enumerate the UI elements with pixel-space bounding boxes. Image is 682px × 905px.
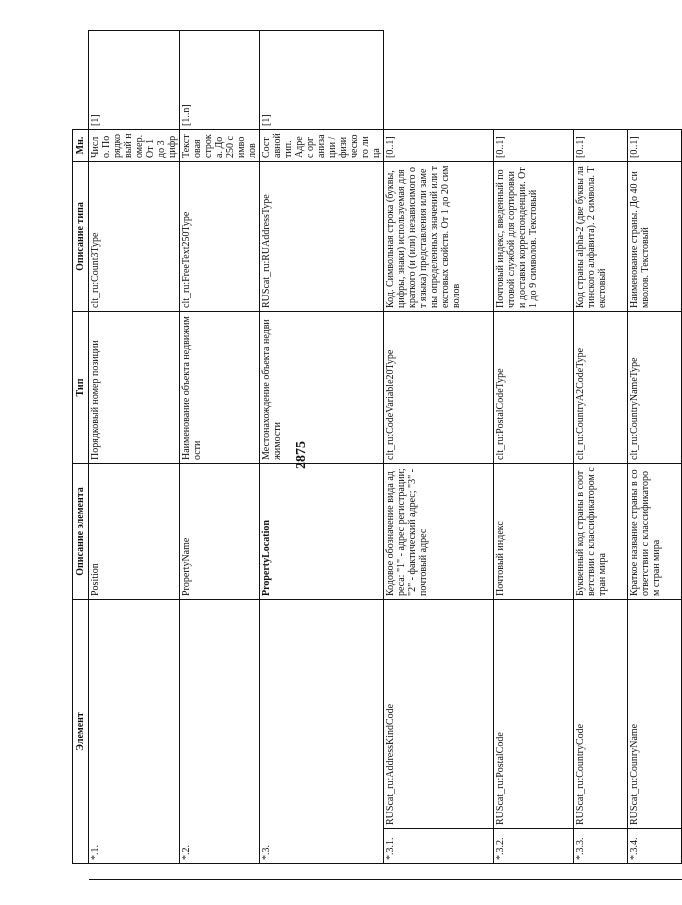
table-row: [180, 31, 260, 880]
row-type: clt_ru:PostalCodeType: [494, 312, 574, 464]
row-type-description: Код страны alpha-2 (две буквы латинского алфавита). 2 символа. Текстовый: [574, 162, 628, 312]
table-row: [494, 31, 574, 880]
page-number: 2875: [294, 441, 309, 469]
sub-element-cell: [494, 600, 574, 864]
sub-element-cell: [574, 600, 628, 864]
sub-element-cell: [628, 600, 682, 864]
table-row: [574, 31, 628, 880]
header-element: Элемент: [73, 600, 89, 864]
rotated-table-container: [72, 30, 662, 880]
row-number: *.2.: [180, 600, 260, 864]
header-element-description: Описание элемента: [73, 464, 89, 600]
row-type: clt_ru:Count3Type: [89, 162, 180, 312]
row-multiplicity: [0..1]: [628, 130, 682, 162]
row-element-description: Почтовый индекс: [494, 464, 574, 600]
row-margin: [628, 864, 682, 880]
row-type: RUScat_ru:RUAddressType: [260, 162, 384, 312]
row-type-description: Код. Символьная строка (буквы, цифры, знаки) используемая для краткого (и (или) независимого от языка) представления или замены определенных значений или текстовых свойств. От 1 до 20 символов: [384, 162, 494, 312]
row-number: *.3.3.: [574, 828, 627, 863]
row-element: RUScat_ru:CountryCode: [575, 723, 586, 825]
row-number: *.1.: [89, 600, 180, 864]
header-row: [73, 31, 89, 880]
header-type: Тип: [73, 312, 89, 464]
row-type: clt_ru:CodeVariable20Type: [384, 312, 494, 464]
table-row: [260, 31, 384, 880]
row-type-description: Число. Порядковый номер. От 1 до 3 цифр: [89, 130, 180, 162]
element-table: [72, 30, 682, 880]
row-element-description: Местонахождение объекта недвижимости: [260, 312, 384, 464]
header-multiplicity: Мн.: [73, 130, 89, 162]
row-element-description: Порядковый номер позиции: [89, 312, 180, 464]
row-element: Position: [89, 464, 180, 600]
table-body: [89, 31, 682, 880]
row-element: PropertyLocation: [260, 464, 384, 600]
row-type-description: Почтовый индекс, введенный почтовой службой для сортировки и доставки корреспонденции. От 1 до 9 символов. Текстовый: [494, 162, 574, 312]
row-number: *.3.1.: [384, 828, 493, 863]
row-margin: [180, 864, 260, 880]
table-row: [628, 31, 682, 880]
row-margin: [574, 864, 628, 880]
row-element-description: Кодовое обозначение вида адреса: "1" - адрес регистрации; "2" - фактический адрес; "3" - почтовый адрес: [384, 464, 494, 600]
row-type-description: Наименование страны. До 40 символов. Текстовый: [628, 162, 682, 312]
row-margin: [384, 864, 494, 880]
row-type-description: Составной тип. Адрес организации / физического лица: [260, 130, 384, 162]
row-type: clt_ru:CountryNameType: [628, 312, 682, 464]
row-multiplicity: [0..1]: [574, 130, 628, 162]
sub-element-cell: [384, 600, 494, 864]
row-type-description: Текстовая строка. До 250 символов: [180, 130, 260, 162]
row-multiplicity: [1]: [89, 31, 180, 130]
header-type-description: Описание типа: [73, 162, 89, 312]
row-type: clt_ru:CountryA2CodeType: [574, 312, 628, 464]
row-margin: [89, 864, 180, 880]
row-number: *.3.4.: [628, 828, 681, 863]
row-element: PropertyName: [180, 464, 260, 600]
row-multiplicity: [1..n]: [180, 31, 260, 130]
row-element: RUScat_ru:CounryName: [629, 723, 640, 825]
table-row: [89, 31, 180, 880]
row-multiplicity: [0..1]: [494, 130, 574, 162]
row-type: clt_ru:FreeText250Type: [180, 162, 260, 312]
row-multiplicity: [0..1]: [384, 130, 494, 162]
row-element-description: Буквенный код страны в соответствии с классификатором стран мира: [574, 464, 628, 600]
row-multiplicity: [1]: [260, 31, 384, 130]
row-element-description: Наименование объекта недвижимости: [180, 312, 260, 464]
row-number: *.3.: [260, 600, 384, 864]
row-number: *.3.2.: [494, 828, 573, 863]
row-element-description: Краткое название страны в соответствии с классификатором стран мира: [628, 464, 682, 600]
row-margin: [260, 864, 384, 880]
row-element: RUScat_ru:AddressKindCode: [385, 703, 396, 825]
row-margin: [494, 864, 574, 880]
table-row: [384, 31, 494, 880]
row-element: RUScat_ru:PostalCode: [495, 732, 506, 825]
